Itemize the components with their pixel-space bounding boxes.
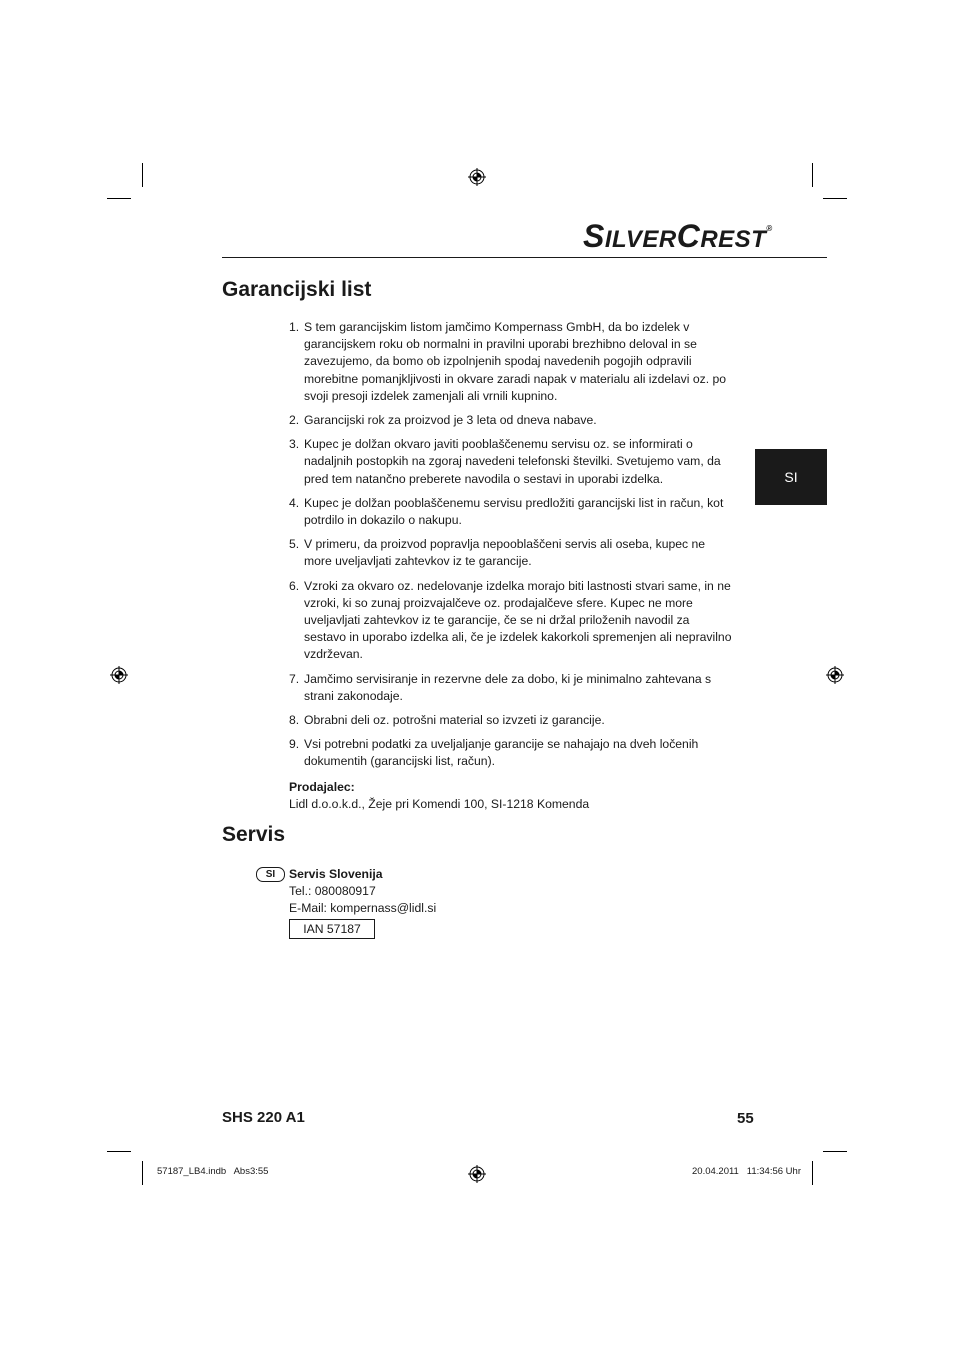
- list-item: [289, 671, 734, 705]
- list-item-number: 4.: [289, 495, 300, 510]
- registration-mark-icon: [468, 1165, 486, 1183]
- list-item-text: Kupec je dolžan pooblaščenemu servisu predložiti garancijski list in račun, kot potrdilo in dokazilo o nakupu.: [304, 495, 724, 528]
- crop-mark: [812, 163, 813, 187]
- country-badge: SI: [256, 867, 285, 882]
- list-item-number: 8.: [289, 713, 300, 728]
- service-block: [289, 866, 436, 918]
- list-item: [289, 495, 734, 529]
- service-phone: Tel.: 080080917: [289, 884, 376, 899]
- registration-mark-icon: [468, 168, 486, 186]
- section-title-warranty: Garancijski list: [222, 278, 372, 301]
- list-item-text: S tem garancijskim listom jamčimo Kompernass GmbH, da bo izdelek v garancijskem roku ob normalni in pravilni uporabi brezhibno deloval in se zavezujemo, da bomo ob izpolnjenih spodaj navedenih pogojih odpravili morebitne pomanjkljivosti in okvare zaradi napak v materialu ali izdelavi oz. po svoji presoji izdelek zamenjali ali vrnili kupnino.: [304, 320, 727, 403]
- list-item: [289, 712, 734, 729]
- seller-address: Lidl d.o.o.k.d., Žeje pri Komendi 100, SI-1218 Komenda: [289, 797, 590, 812]
- list-item: [289, 536, 734, 570]
- list-item-number: 3.: [289, 437, 300, 452]
- list-item-number: 5.: [289, 537, 300, 552]
- list-item-text: Vsi potrebni podatki za uveljaljanje garancije se nahajajo na dveh ločenih dokumentih (garancijski list, račun).: [304, 737, 699, 769]
- brand-logo: SILVERCREST®: [583, 218, 773, 254]
- list-item-number: 6.: [289, 578, 300, 593]
- model-number: SHS 220 A1: [222, 1109, 305, 1126]
- ian-number-box: IAN 57187: [289, 919, 375, 939]
- crop-mark: [107, 1151, 131, 1152]
- crop-mark: [142, 163, 143, 187]
- warranty-terms-list: [289, 319, 734, 778]
- list-item-text: Kupec je dolžan okvaro javiti pooblaščenemu servisu oz. se informirati o nadaljnih postopkih na zgoraj navedeni telefonski številki. Svetujemo vam, da pred tem natančno preberete navodila o sestavi in uporabi izdelka.: [304, 437, 721, 486]
- list-item: [289, 412, 734, 429]
- header-rule: [222, 257, 827, 258]
- service-email: E-Mail: kompernass@lidl.si: [289, 901, 437, 916]
- page-number: 55: [737, 1110, 754, 1127]
- print-slug-file: 57187_LB4.indb Abs3:55: [157, 1166, 269, 1177]
- print-slug-date: 20.04.2011 11:34:56 Uhr: [692, 1166, 801, 1177]
- list-item-text: Jamčimo servisiranje in rezervne dele za dobo, ki je minimalno zahtevana s strani zakonodaje.: [304, 671, 712, 703]
- service-name: Servis Slovenija: [289, 867, 383, 881]
- list-item-text: Vzroki za okvaro oz. nedelovanje izdelka morajo biti lastnosti stvari same, in ne vzroki, ki so zunaj proizvajalčeve oz. prodajalčeve sfere. Kupec ne more uveljavljati zahtevkov iz te garancije, če se ni držal priloženih navodil za sestavo in uporabo izdelka ali, če je izdelek kakorkoli spremenjen ali nepravilno vzdrževan.: [304, 578, 732, 662]
- section-title-service: Servis: [222, 823, 286, 846]
- registration-mark-icon: [826, 666, 844, 684]
- list-item-number: 7.: [289, 671, 300, 686]
- registration-mark-icon: [110, 666, 128, 684]
- crop-mark: [142, 1161, 143, 1185]
- list-item: [289, 319, 734, 405]
- list-item-text: V primeru, da proizvod popravlja nepooblaščeni servis ali oseba, kupec ne more uveljavljati zahtevkov iz te garancije.: [304, 537, 706, 569]
- list-item-number: 2.: [289, 413, 300, 428]
- language-tab: SI: [755, 449, 827, 505]
- crop-mark: [107, 198, 131, 199]
- list-item-text: Garancijski rok za proizvod je 3 leta od dneva nabave.: [304, 413, 597, 428]
- list-item: [289, 436, 734, 488]
- list-item: [289, 736, 734, 770]
- crop-mark: [823, 198, 847, 199]
- seller-block: [289, 779, 589, 813]
- seller-label: Prodajalec:: [289, 780, 355, 794]
- crop-mark: [812, 1161, 813, 1185]
- list-item-text: Obrabni deli oz. potrošni material so izvzeti iz garancije.: [304, 713, 605, 728]
- list-item-number: 9.: [289, 737, 300, 752]
- list-item-number: 1.: [289, 320, 300, 334]
- list-item: [289, 578, 734, 664]
- crop-mark: [823, 1151, 847, 1152]
